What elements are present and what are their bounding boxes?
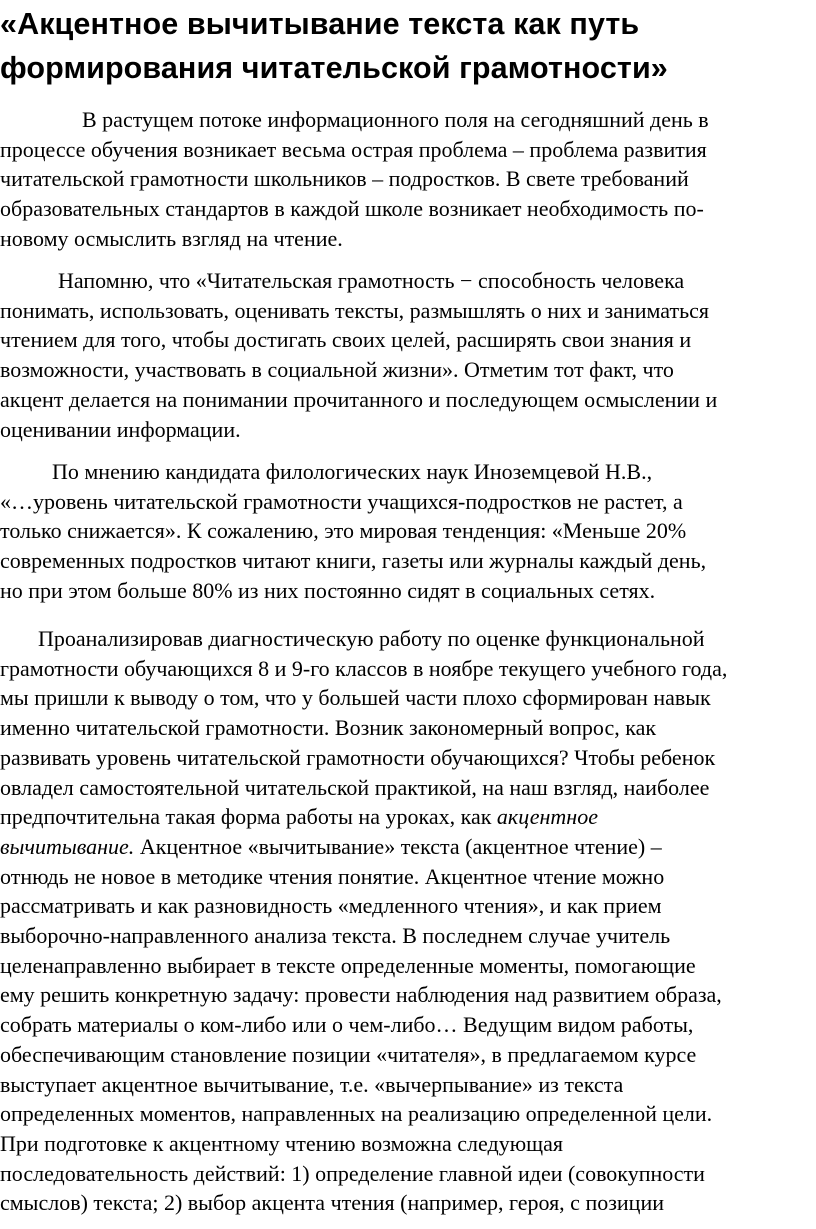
italic-term: акцентное bbox=[496, 804, 598, 830]
text-line: акцент делается на понимании прочитанного и последующем осмыслении и bbox=[0, 386, 718, 412]
text-line: образовательных стандартов в каждой школе возникает необходимость по- bbox=[0, 196, 704, 222]
document-title bbox=[0, 2, 816, 90]
text-line: возможности, участвовать в социальной жизни». Отметим тот факт, что bbox=[0, 357, 674, 383]
text-line: мы пришли к выводу о том, что у большей части плохо сформирован навык bbox=[0, 685, 711, 711]
text-line: понимать, использовать, оценивать тексты, размышлять о них и заниматься bbox=[0, 297, 710, 323]
text-line: Проанализировав диагностическую работу по оценке функциональной bbox=[38, 626, 705, 651]
text-line: В растущем потоке информационного поля на сегодняшний день в bbox=[82, 107, 709, 132]
text-line: развивать уровень читательской грамотности обучающихся? Чтобы ребенок bbox=[0, 744, 716, 770]
text-line: определенных моментов, направленных на реализацию определенной цели. bbox=[0, 1101, 713, 1127]
text-line: рассматривать и как разновидность «медленного чтения», и как прием bbox=[0, 893, 662, 919]
text-line: Напомню, что «Читательская грамотность − способность человека bbox=[58, 268, 685, 293]
text-line: последовательность действий: 1) определение главной идеи (совокупности bbox=[0, 1160, 705, 1186]
text-line: современных подростков читают книги, газеты или журналы каждый день, bbox=[0, 548, 707, 574]
text-line: По мнению кандидата филологических наук Иноземцевой Н.В., bbox=[52, 459, 653, 484]
text-line: процессе обучения возникает весьма острая проблема – проблема развития bbox=[0, 136, 707, 162]
text-line: грамотности обучающихся 8 и 9-го классов в ноябре текущего учебного года, bbox=[0, 655, 728, 681]
text-line: только снижается». К сожалению, это мировая тенденция: «Меньше 20% bbox=[0, 518, 687, 544]
text-line: читательской грамотности школьников – подростков. В свете требований bbox=[0, 166, 689, 192]
italic-term: вычитывание. bbox=[0, 833, 135, 859]
text-line bbox=[0, 832, 816, 862]
text-line: выборочно-направленного анализа текста. В последнем случае учитель bbox=[0, 923, 671, 949]
text-line: «…уровень читательской грамотности учащихся-подростков не растет, а bbox=[0, 488, 683, 514]
text-line: При подготовке к акцентному чтению возможна следующая bbox=[0, 1130, 563, 1156]
paragraph-4 bbox=[0, 624, 816, 1218]
text-line: собрать материалы о ком-либо или о чем-либо… Ведущим видом работы, bbox=[0, 1012, 694, 1038]
text-run: Акцентное «вычитывание» текста (акцентное чтение) – bbox=[134, 833, 662, 859]
paragraph-3 bbox=[0, 457, 816, 606]
text-line: новому осмыслить взгляд на чтение. bbox=[0, 225, 343, 251]
title-line: формирования читательской грамотности» bbox=[0, 51, 668, 85]
text-line: смыслов) текста; 2) выбор акцента чтения (например, героя, с позиции bbox=[0, 1190, 665, 1216]
text-line: обеспечивающим становление позиции «читателя», в предлагаемом курсе bbox=[0, 1041, 697, 1067]
text-line: но при этом больше 80% из них постоянно сидят в социальных сетях. bbox=[0, 577, 656, 603]
text-line: именно читательской грамотности. Возник закономерный вопрос, как bbox=[0, 715, 657, 741]
text-line: отнюдь не новое в методике чтения понятие. Акцентное чтение можно bbox=[0, 863, 665, 889]
paragraph-1 bbox=[0, 105, 816, 254]
text-line: ему решить конкретную задачу: провести наблюдения над развитием образа, bbox=[0, 982, 722, 1008]
text-line: целенаправленно выбирает в тексте определенные моменты, помогающие bbox=[0, 952, 696, 978]
text-line bbox=[0, 802, 816, 832]
paragraph-2 bbox=[0, 266, 816, 444]
text-line: оценивании информации. bbox=[0, 416, 241, 442]
text-run: предпочтительна такая форма работы на уроках, как bbox=[0, 804, 497, 830]
text-line: овладел самостоятельной читательской практикой, на наш взгляд, наиболее bbox=[0, 774, 710, 800]
title-line: «Акцентное вычитывание текста как путь bbox=[0, 7, 640, 41]
text-line: выступает акцентное вычитывание, т.е. «вычерпывание» из текста bbox=[0, 1071, 624, 1097]
text-line: чтением для того, чтобы достигать своих целей, расширять свои знания и bbox=[0, 327, 692, 353]
